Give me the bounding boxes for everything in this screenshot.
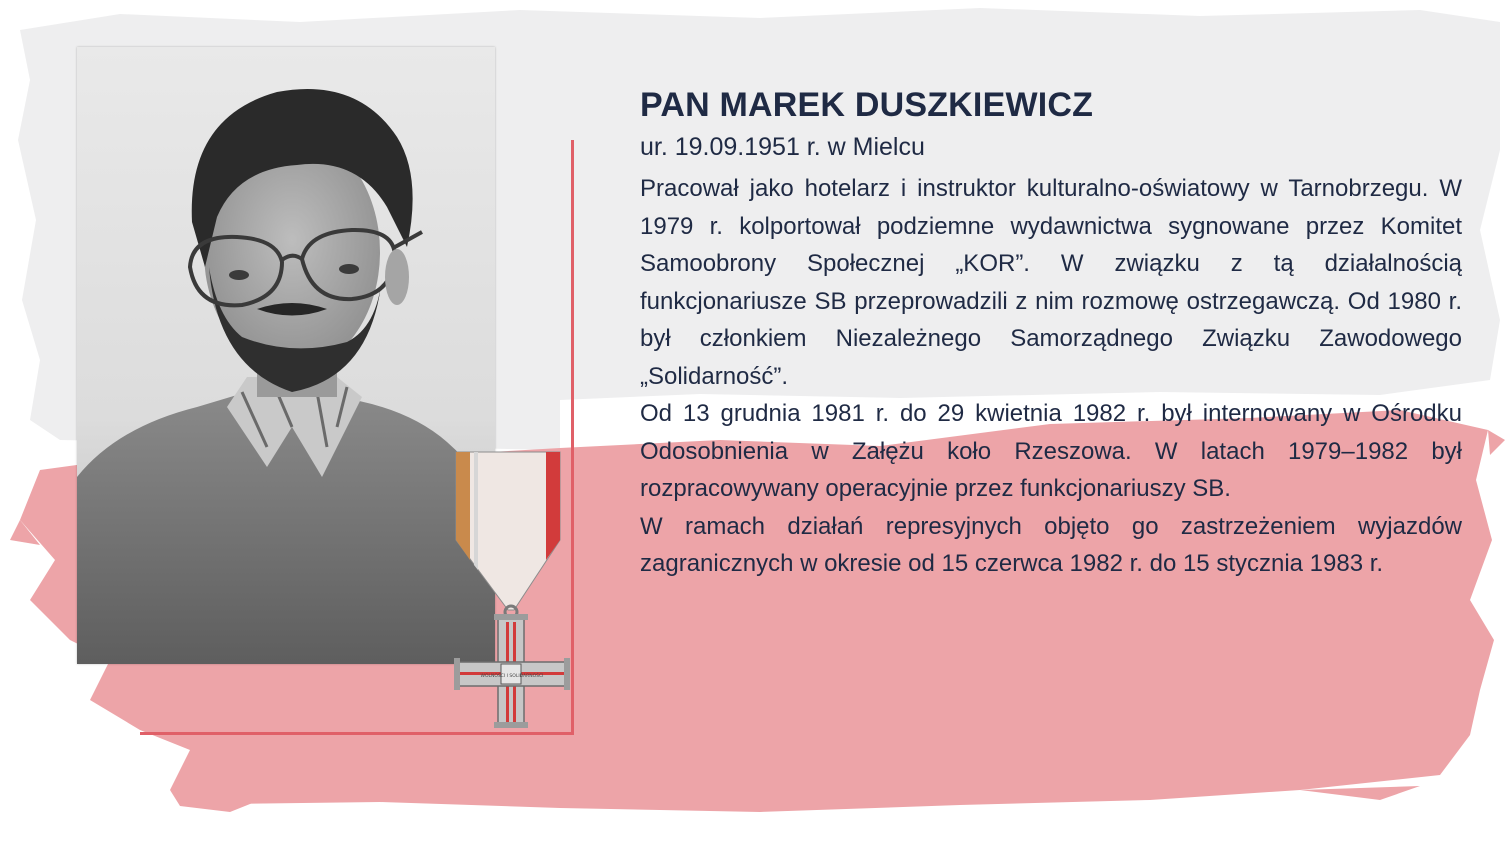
medal-inscription: WOLNOŚCI I SOLIDARNOŚCI [480,674,544,679]
biography-paragraph-3: W ramach działań represyjnych objęto go zastrzeżeniem wyjazdów zagranicznych w okresie od 15 czerwca 1982 r. do 15 stycznia 1983 r. [640,512,1462,577]
biography-paragraph-2: Od 13 grudnia 1981 r. do 29 kwietnia 1982 r. był internowany w Ośrodku Odosobnienia w Załężu koło Rzeszowa. W latach 1979–1982 był rozpracowywany operacyjnie przez funkcjonariuszy SB. [640,400,1462,502]
person-name: PAN MAREK DUSZKIEWICZ [640,86,1094,124]
biography-paragraph-1: Pracował jako hotelarz i instruktor kulturalno-oświatowy w Tarnobrzegu. W 1979 r. kolportował podziemne wydawnictwa sygnowane przez Komitet Samoobrony Społecznej „KOR”. W związku z tą działalnością funkcjonariusze SB przeprowadzili z nim rozmowę ostrzegawczą. Od 1980 r. był członkiem Niezależnego Samorządnego Związku Zawodowego „Solidarność”. [640,175,1462,390]
birth-info: ur. 19.09.1951 r. w Mielcu [640,133,925,161]
portrait-photo [77,47,495,664]
biography-panel [640,82,1462,583]
frame-line-horizontal [140,732,574,735]
cross-of-freedom-medal [448,450,578,730]
